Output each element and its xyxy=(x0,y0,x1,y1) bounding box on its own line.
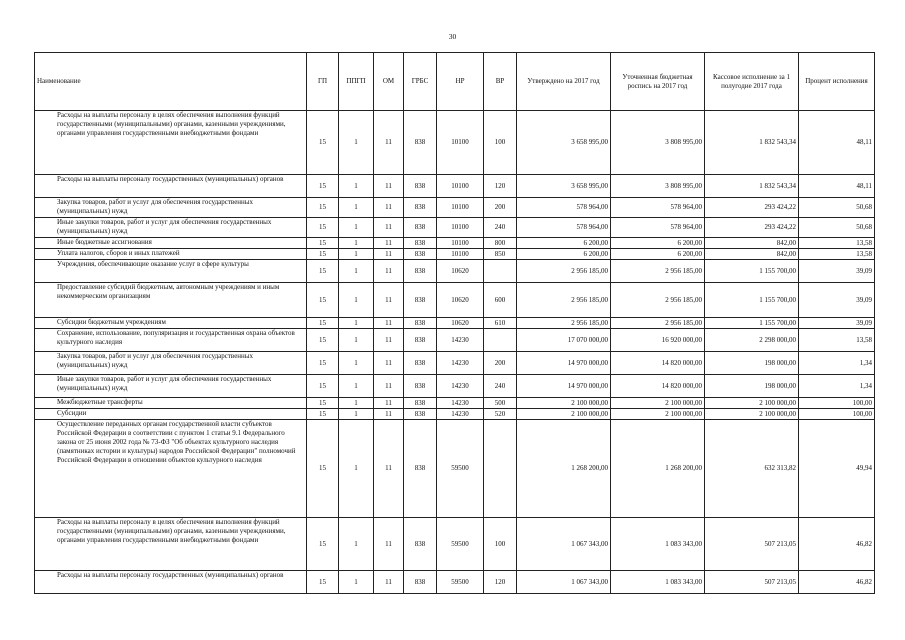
row-om: 11 xyxy=(374,283,404,318)
row-cash: 842,00 xyxy=(705,238,799,249)
row-grbs: 838 xyxy=(404,571,437,594)
row-grbs: 838 xyxy=(404,218,437,238)
row-om: 11 xyxy=(374,175,404,198)
row-grbs: 838 xyxy=(404,238,437,249)
row-grbs: 838 xyxy=(404,318,437,329)
row-name: Закупка товаров, работ и услуг для обеспечения государственных (муниципальных) нужд xyxy=(35,198,307,218)
table-row xyxy=(35,329,875,352)
row-om: 11 xyxy=(374,409,404,420)
row-grbs: 838 xyxy=(404,352,437,375)
row-refined: 2 956 185,00 xyxy=(611,318,705,329)
row-vr: 100 xyxy=(484,111,517,175)
table-row xyxy=(35,318,875,329)
row-nr: 10100 xyxy=(437,198,484,218)
row-vr: 800 xyxy=(484,238,517,249)
row-grbs: 838 xyxy=(404,420,437,518)
row-percent: 1,34 xyxy=(799,375,875,398)
row-nr: 10620 xyxy=(437,283,484,318)
table-row xyxy=(35,375,875,398)
row-om: 11 xyxy=(374,111,404,175)
row-vr: 500 xyxy=(484,398,517,409)
row-ppgp: 1 xyxy=(339,398,374,409)
row-vr xyxy=(484,260,517,283)
row-nr: 14230 xyxy=(437,398,484,409)
table-row xyxy=(35,352,875,375)
table-row xyxy=(35,409,875,420)
row-grbs: 838 xyxy=(404,518,437,571)
row-approved: 3 658 995,00 xyxy=(517,175,611,198)
row-approved: 1 067 343,00 xyxy=(517,571,611,594)
row-refined: 6 200,00 xyxy=(611,249,705,260)
row-grbs: 838 xyxy=(404,249,437,260)
row-approved: 17 070 000,00 xyxy=(517,329,611,352)
row-name: Уплата налогов, сборов и иных платежей xyxy=(35,249,307,260)
row-grbs: 838 xyxy=(404,329,437,352)
row-gp: 15 xyxy=(307,329,339,352)
row-cash: 1 155 700,00 xyxy=(705,318,799,329)
row-gp: 15 xyxy=(307,518,339,571)
row-cash: 198 000,00 xyxy=(705,352,799,375)
row-ppgp: 1 xyxy=(339,518,374,571)
row-refined: 578 964,00 xyxy=(611,198,705,218)
budget-table xyxy=(34,52,875,594)
row-name: Учреждения, обеспечивающие оказание услуг в сфере культуры xyxy=(35,260,307,283)
row-name: Закупка товаров, работ и услуг для обеспечения государственных (муниципальных) нужд xyxy=(35,352,307,375)
row-nr: 10100 xyxy=(437,111,484,175)
row-approved: 578 964,00 xyxy=(517,218,611,238)
row-vr: 850 xyxy=(484,249,517,260)
header-nr: НР xyxy=(437,53,484,111)
header-ppgp: ППГП xyxy=(339,53,374,111)
page-number: 30 xyxy=(448,32,457,41)
header-vr: ВР xyxy=(484,53,517,111)
header-gp: ГП xyxy=(307,53,339,111)
row-ppgp: 1 xyxy=(339,420,374,518)
row-grbs: 838 xyxy=(404,398,437,409)
header-om: ОМ xyxy=(374,53,404,111)
table-row xyxy=(35,218,875,238)
row-gp: 15 xyxy=(307,218,339,238)
row-grbs: 838 xyxy=(404,409,437,420)
row-percent: 1,34 xyxy=(799,352,875,375)
row-name: Межбюджетные трансферты xyxy=(35,398,307,409)
row-om: 11 xyxy=(374,218,404,238)
row-name: Расходы на выплаты персоналу государственных (муниципальных) органов xyxy=(35,571,307,594)
row-nr: 14230 xyxy=(437,352,484,375)
row-ppgp: 1 xyxy=(339,375,374,398)
header-approved: Утверждено на 2017 год xyxy=(517,53,611,111)
row-gp: 15 xyxy=(307,238,339,249)
row-name: Иные бюджетные ассигнования xyxy=(35,238,307,249)
row-name: Предоставление субсидий бюджетным, автономным учреждениям и иным некоммерческим организациям xyxy=(35,283,307,318)
row-refined: 2 956 185,00 xyxy=(611,283,705,318)
row-approved: 3 658 995,00 xyxy=(517,111,611,175)
row-refined: 3 808 995,00 xyxy=(611,111,705,175)
row-refined: 16 920 000,00 xyxy=(611,329,705,352)
row-grbs: 838 xyxy=(404,375,437,398)
header-row xyxy=(35,53,875,111)
row-nr: 10620 xyxy=(437,318,484,329)
row-ppgp: 1 xyxy=(339,260,374,283)
row-ppgp: 1 xyxy=(339,352,374,375)
row-ppgp: 1 xyxy=(339,111,374,175)
row-om: 11 xyxy=(374,352,404,375)
row-vr: 520 xyxy=(484,409,517,420)
row-nr: 14230 xyxy=(437,375,484,398)
header-refined: Уточненная бюджетная роспись на 2017 год xyxy=(611,53,705,111)
row-cash: 2 100 000,00 xyxy=(705,398,799,409)
header-cash: Кассовое исполнение за 1 полугодие 2017 года xyxy=(705,53,799,111)
row-ppgp: 1 xyxy=(339,409,374,420)
row-grbs: 838 xyxy=(404,283,437,318)
row-refined: 1 268 200,00 xyxy=(611,420,705,518)
row-name: Иные закупки товаров, работ и услуг для обеспечения государственных (муниципальных) нужд xyxy=(35,375,307,398)
row-approved: 2 956 185,00 xyxy=(517,283,611,318)
row-ppgp: 1 xyxy=(339,329,374,352)
table-row xyxy=(35,571,875,594)
row-refined: 2 956 185,00 xyxy=(611,260,705,283)
row-percent: 39,09 xyxy=(799,260,875,283)
row-grbs: 838 xyxy=(404,198,437,218)
row-cash: 293 424,22 xyxy=(705,218,799,238)
row-nr: 10100 xyxy=(437,218,484,238)
row-cash: 842,00 xyxy=(705,249,799,260)
row-approved: 2 100 000,00 xyxy=(517,409,611,420)
row-percent: 48,11 xyxy=(799,175,875,198)
row-ppgp: 1 xyxy=(339,238,374,249)
table-row xyxy=(35,518,875,571)
row-approved: 2 956 185,00 xyxy=(517,318,611,329)
row-ppgp: 1 xyxy=(339,198,374,218)
row-nr: 10100 xyxy=(437,249,484,260)
row-name: Расходы на выплаты персоналу в целях обеспечения выполнения функций государственными (муниципальными) органами, казенными учреждениями, органами управления государственными внебюджетными фондами xyxy=(35,111,307,175)
table-body xyxy=(35,111,875,594)
row-nr: 10100 xyxy=(437,175,484,198)
row-gp: 15 xyxy=(307,111,339,175)
table-row xyxy=(35,175,875,198)
row-cash: 1 832 543,34 xyxy=(705,111,799,175)
row-refined: 3 808 995,00 xyxy=(611,175,705,198)
row-gp: 15 xyxy=(307,398,339,409)
row-percent: 50,68 xyxy=(799,218,875,238)
row-om: 11 xyxy=(374,375,404,398)
row-gp: 15 xyxy=(307,249,339,260)
row-vr: 120 xyxy=(484,175,517,198)
row-name: Субсидии xyxy=(35,409,307,420)
header-name: Наименование xyxy=(35,53,307,111)
row-refined: 2 100 000,00 xyxy=(611,398,705,409)
row-refined: 2 100 000,00 xyxy=(611,409,705,420)
row-vr: 600 xyxy=(484,283,517,318)
row-percent: 39,09 xyxy=(799,318,875,329)
row-cash: 632 313,82 xyxy=(705,420,799,518)
row-gp: 15 xyxy=(307,260,339,283)
header-grbs: ГРБС xyxy=(404,53,437,111)
row-cash: 1 832 543,34 xyxy=(705,175,799,198)
row-cash: 507 213,05 xyxy=(705,571,799,594)
table-row xyxy=(35,420,875,518)
row-cash: 507 213,05 xyxy=(705,518,799,571)
table-row xyxy=(35,111,875,175)
row-vr: 120 xyxy=(484,571,517,594)
row-gp: 15 xyxy=(307,375,339,398)
row-cash: 1 155 700,00 xyxy=(705,260,799,283)
row-name: Осуществление переданных органам государственной власти субъектов Российской Федерации в соответствии с пунктом 1 статьи 9.1 Федерального закона от 25 июня 2002 года № 73-ФЗ "Об объектах культурного наследия (памятниках истории и культуры) народов Российской Федерации" полномочий Российской Федерации в отношении объектов культурного наследия xyxy=(35,420,307,518)
row-percent: 100,00 xyxy=(799,398,875,409)
row-grbs: 838 xyxy=(404,260,437,283)
row-percent: 46,82 xyxy=(799,571,875,594)
row-percent: 13,58 xyxy=(799,329,875,352)
row-name: Расходы на выплаты персоналу государственных (муниципальных) органов xyxy=(35,175,307,198)
row-om: 11 xyxy=(374,238,404,249)
row-nr: 10100 xyxy=(437,238,484,249)
row-refined: 14 820 000,00 xyxy=(611,375,705,398)
row-ppgp: 1 xyxy=(339,175,374,198)
row-vr: 240 xyxy=(484,218,517,238)
row-name: Сохранение, использование, популяризация и государственная охрана объектов культурного наследия xyxy=(35,329,307,352)
row-vr: 240 xyxy=(484,375,517,398)
row-om: 11 xyxy=(374,571,404,594)
row-cash: 293 424,22 xyxy=(705,198,799,218)
row-nr: 59500 xyxy=(437,571,484,594)
row-approved: 2 956 185,00 xyxy=(517,260,611,283)
row-refined: 578 964,00 xyxy=(611,218,705,238)
row-vr: 200 xyxy=(484,198,517,218)
row-gp: 15 xyxy=(307,198,339,218)
row-name: Субсидии бюджетным учреждениям xyxy=(35,318,307,329)
row-percent: 100,00 xyxy=(799,409,875,420)
row-nr: 59500 xyxy=(437,518,484,571)
row-ppgp: 1 xyxy=(339,283,374,318)
row-refined: 6 200,00 xyxy=(611,238,705,249)
row-grbs: 838 xyxy=(404,175,437,198)
row-nr: 59500 xyxy=(437,420,484,518)
row-gp: 15 xyxy=(307,409,339,420)
row-gp: 15 xyxy=(307,571,339,594)
row-approved: 14 970 000,00 xyxy=(517,352,611,375)
row-gp: 15 xyxy=(307,352,339,375)
row-om: 11 xyxy=(374,260,404,283)
row-om: 11 xyxy=(374,398,404,409)
row-vr xyxy=(484,420,517,518)
row-om: 11 xyxy=(374,420,404,518)
table-row xyxy=(35,198,875,218)
row-refined: 1 083 343,00 xyxy=(611,571,705,594)
table-row xyxy=(35,260,875,283)
row-om: 11 xyxy=(374,318,404,329)
row-percent: 49,94 xyxy=(799,420,875,518)
row-refined: 1 083 343,00 xyxy=(611,518,705,571)
table-row xyxy=(35,249,875,260)
row-cash: 1 155 700,00 xyxy=(705,283,799,318)
header-percent: Процент исполнения xyxy=(799,53,875,111)
row-name: Иные закупки товаров, работ и услуг для обеспечения государственных (муниципальных) нужд xyxy=(35,218,307,238)
row-name: Расходы на выплаты персоналу в целях обеспечения выполнения функций государственными (муниципальными) органами, казенными учреждениями, органами управления государственными внебюджетными фондами xyxy=(35,518,307,571)
row-ppgp: 1 xyxy=(339,571,374,594)
row-gp: 15 xyxy=(307,420,339,518)
row-ppgp: 1 xyxy=(339,218,374,238)
row-percent: 13,58 xyxy=(799,238,875,249)
row-cash: 2 100 000,00 xyxy=(705,409,799,420)
row-approved: 14 970 000,00 xyxy=(517,375,611,398)
row-cash: 198 000,00 xyxy=(705,375,799,398)
row-vr xyxy=(484,329,517,352)
table-row xyxy=(35,283,875,318)
row-percent: 13,58 xyxy=(799,249,875,260)
row-om: 11 xyxy=(374,198,404,218)
row-approved: 6 200,00 xyxy=(517,249,611,260)
row-grbs: 838 xyxy=(404,111,437,175)
row-approved: 1 067 343,00 xyxy=(517,518,611,571)
row-vr: 610 xyxy=(484,318,517,329)
row-nr: 14230 xyxy=(437,329,484,352)
row-om: 11 xyxy=(374,518,404,571)
row-om: 11 xyxy=(374,249,404,260)
row-percent: 39,09 xyxy=(799,283,875,318)
row-ppgp: 1 xyxy=(339,318,374,329)
row-percent: 46,82 xyxy=(799,518,875,571)
row-gp: 15 xyxy=(307,318,339,329)
row-approved: 1 268 200,00 xyxy=(517,420,611,518)
row-nr: 14230 xyxy=(437,409,484,420)
row-vr: 200 xyxy=(484,352,517,375)
row-approved: 578 964,00 xyxy=(517,198,611,218)
table-row xyxy=(35,238,875,249)
row-nr: 10620 xyxy=(437,260,484,283)
row-percent: 48,11 xyxy=(799,111,875,175)
row-gp: 15 xyxy=(307,283,339,318)
row-gp: 15 xyxy=(307,175,339,198)
row-approved: 6 200,00 xyxy=(517,238,611,249)
row-om: 11 xyxy=(374,329,404,352)
row-vr: 100 xyxy=(484,518,517,571)
row-approved: 2 100 000,00 xyxy=(517,398,611,409)
row-refined: 14 820 000,00 xyxy=(611,352,705,375)
table-row xyxy=(35,398,875,409)
row-cash: 2 298 000,00 xyxy=(705,329,799,352)
row-ppgp: 1 xyxy=(339,249,374,260)
row-percent: 50,68 xyxy=(799,198,875,218)
